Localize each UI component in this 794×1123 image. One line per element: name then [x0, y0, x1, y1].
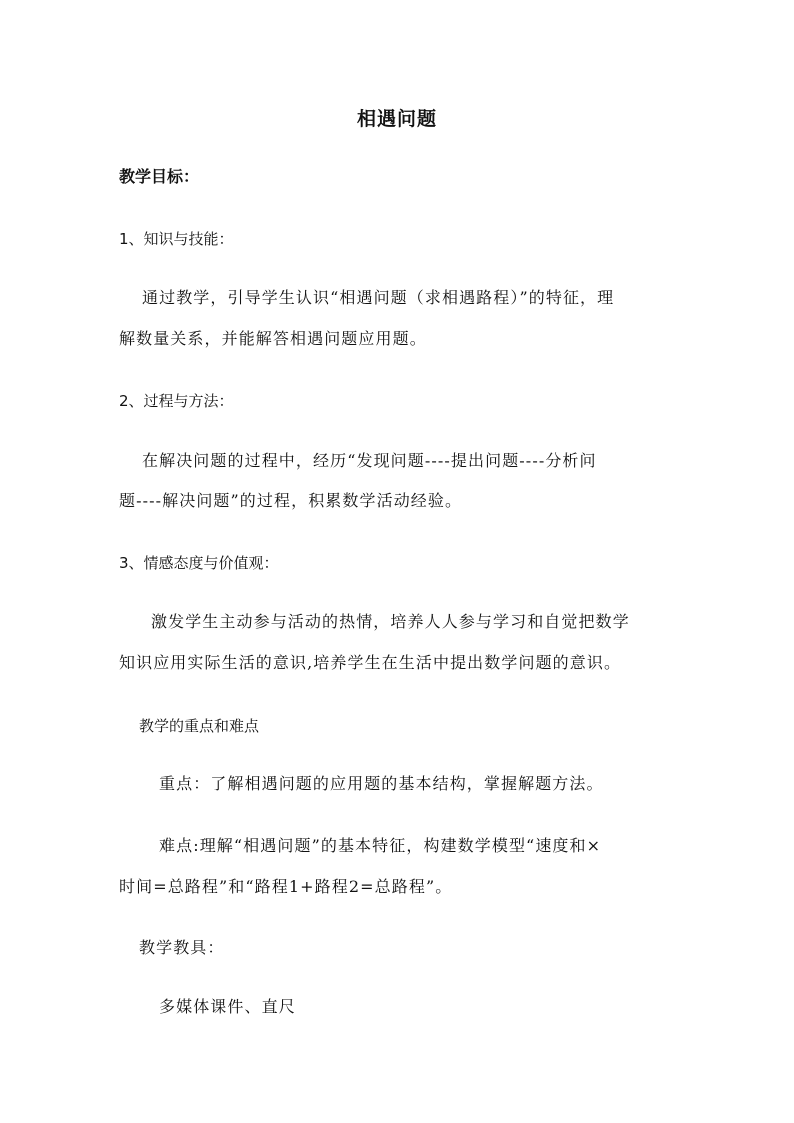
section1-text-line2: 解数量关系，并能解答相遇问题应用题。 — [119, 329, 427, 348]
difficulty-text-line1: 难点:理解“相遇问题”的基本特征，构建数学模型“速度和× — [159, 836, 602, 855]
section3-text-line1: 激发学生主动参与活动的热情，培养人人参与学习和自觉把数学 — [151, 612, 630, 631]
section3-text-line2: 知识应用实际生活的意识,培养学生在生活中提出数学问题的意识。 — [119, 653, 622, 672]
page-title: 相遇问题 — [356, 108, 437, 130]
tools-heading: 教学教具： — [139, 938, 225, 957]
section2-text-line2: 题----解决问题”的过程，积累数学活动经验。 — [119, 491, 463, 510]
section1-text-line1: 通过教学，引导学生认识“相遇问题（求相遇路程）”的特征，理 — [142, 288, 615, 307]
difficulty-text-line2: 时间=总路程”和“路程1+路程2=总路程”。 — [119, 877, 453, 896]
key-points-heading: 教学的重点和难点 — [139, 717, 260, 735]
section2-text-line1: 在解决问题的过程中，经历“发现问题----提出问题----分析问 — [142, 451, 597, 470]
focus-text: 重点：了解相遇问题的应用题的基本结构，掌握解题方法。 — [159, 774, 604, 793]
section1-heading: 1、知识与技能： — [119, 230, 234, 248]
tools-items: 多媒体课件、直尺 — [159, 997, 296, 1016]
section3-heading: 3、情感态度与价值观： — [119, 554, 279, 572]
section2-heading: 2、过程与方法： — [119, 392, 234, 410]
goals-heading: 教学目标： — [119, 167, 200, 186]
